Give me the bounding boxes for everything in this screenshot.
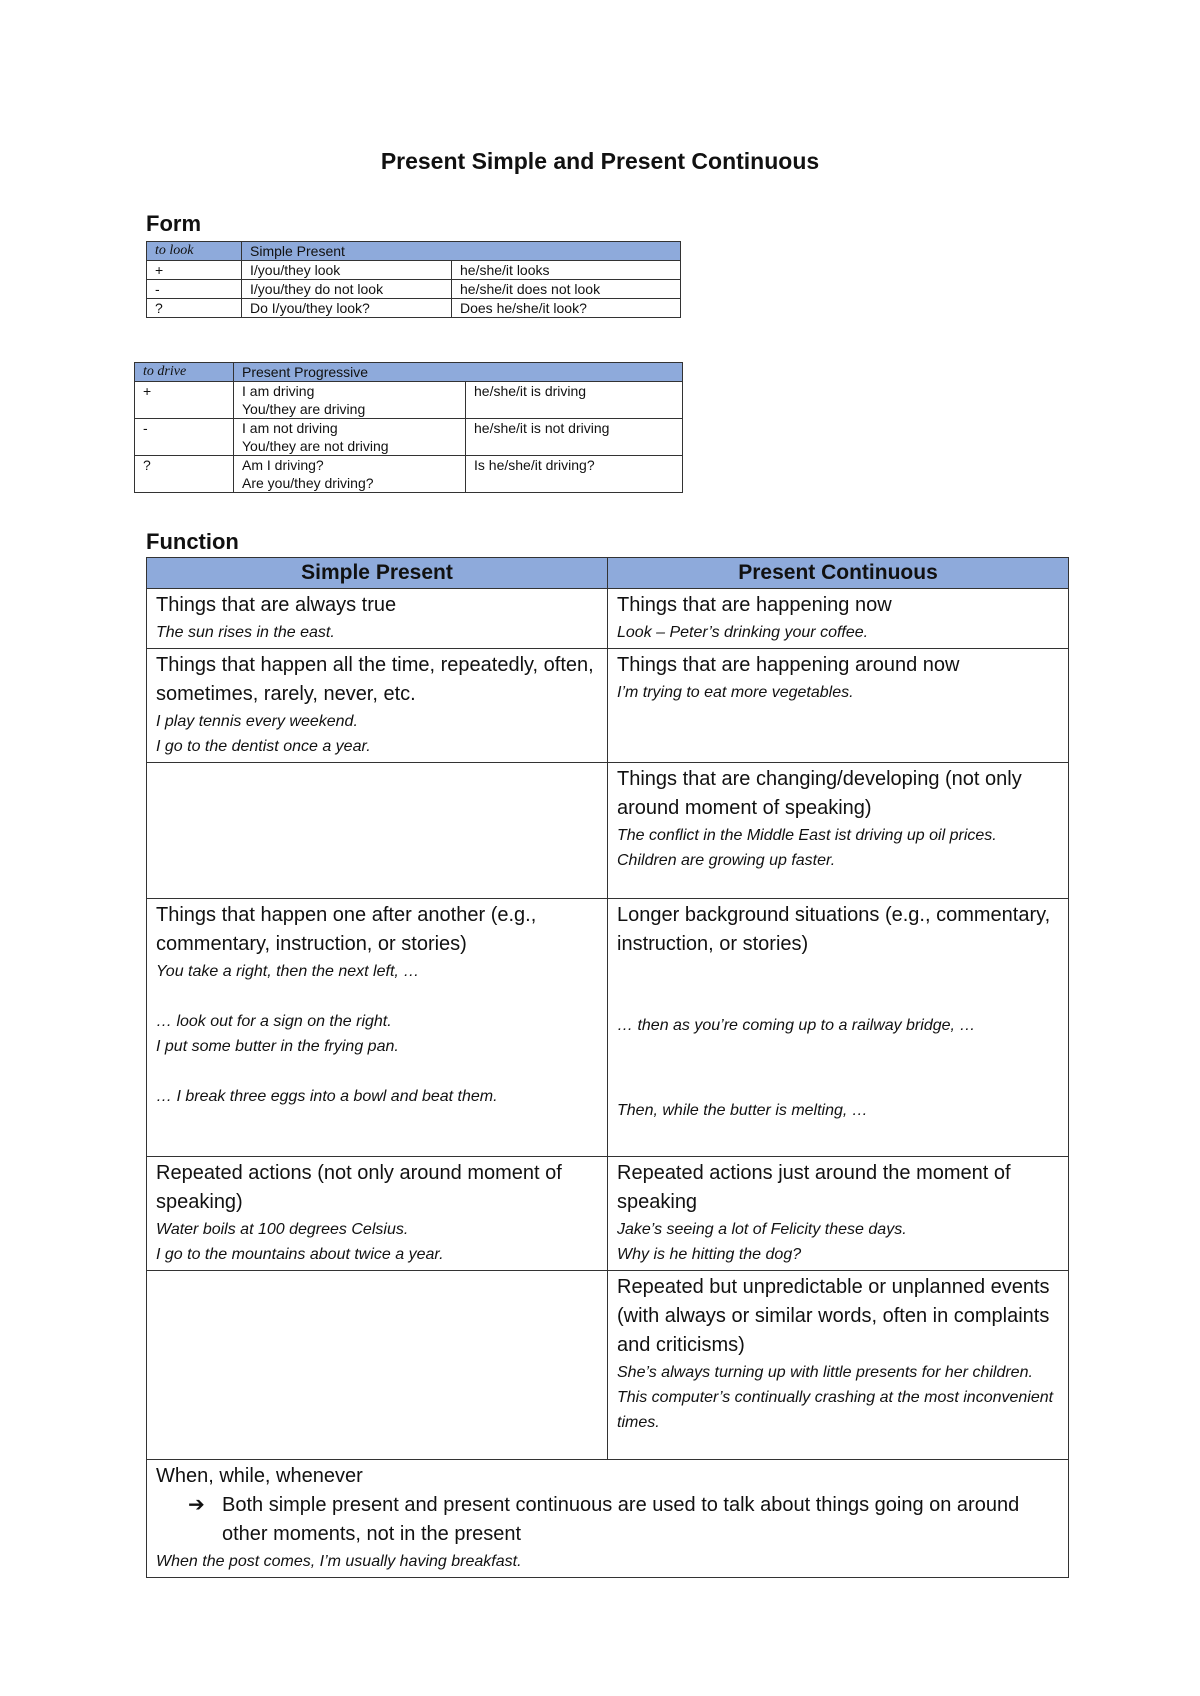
spacer	[617, 959, 1059, 1013]
form-table-header-row	[135, 363, 683, 382]
simple-present-cell	[147, 899, 608, 1157]
present-continuous-cell	[608, 763, 1069, 899]
example-sentence: I put some butter in the frying pan.	[156, 1038, 399, 1055]
table-row	[147, 899, 1069, 1157]
bullet-point	[156, 1491, 1059, 1549]
example-sentence: I go to the dentist once a year.	[156, 738, 371, 755]
form-table-present-progressive	[134, 362, 683, 493]
form-cell	[234, 456, 466, 493]
sign-cell: -	[147, 280, 242, 299]
example-sentence: She’s always turning up with little presents for her children.	[617, 1364, 1033, 1381]
form-line: I am not driving	[242, 420, 338, 436]
example-sentence: I’m trying to eat more vegetables.	[617, 684, 854, 701]
function-heading: Things that are happening around now	[617, 654, 960, 676]
empty-cell	[147, 1271, 608, 1460]
form-table-simple-present	[146, 241, 681, 318]
example-sentence: … then as you’re coming up to a railway bridge, …	[617, 1017, 976, 1034]
example-sentence: Jake’s seeing a lot of Felicity these days.	[617, 1221, 907, 1238]
section-heading-form: Form	[146, 211, 201, 236]
spacer	[156, 1059, 598, 1084]
verb-term: to look	[147, 242, 242, 261]
sign-cell: -	[135, 419, 234, 456]
form-line: Are you/they driving?	[242, 475, 374, 491]
sign-cell: +	[147, 261, 242, 280]
table-row	[135, 419, 683, 456]
form-line: Am I driving?	[242, 457, 324, 473]
table-row	[147, 1157, 1069, 1271]
shared-function-cell	[147, 1460, 1069, 1578]
table-row	[147, 299, 681, 318]
column-header-simple-present: Simple Present	[147, 558, 608, 589]
present-continuous-cell	[608, 589, 1069, 649]
present-continuous-cell	[608, 1271, 1069, 1460]
form-cell: Is he/she/it driving?	[466, 456, 683, 493]
form-cell: Does he/she/it look?	[452, 299, 681, 318]
table-row	[147, 1271, 1069, 1460]
table-row	[135, 382, 683, 419]
example-sentence: The conflict in the Middle East ist driving up oil prices.	[617, 827, 997, 844]
function-heading: Repeated actions just around the moment of speaking	[617, 1162, 1011, 1213]
simple-present-cell	[147, 1157, 608, 1271]
example-sentence: The sun rises in the east.	[156, 624, 335, 641]
table-row	[147, 589, 1069, 649]
table-row	[147, 649, 1069, 763]
sign-cell: +	[135, 382, 234, 419]
example-sentence: Then, while the butter is melting, …	[617, 1102, 868, 1119]
function-heading: Things that happen all the time, repeatedly, often, sometimes, rarely, never, etc.	[156, 654, 594, 705]
example-sentence: … I break three eggs into a bowl and beat them.	[156, 1088, 498, 1105]
function-heading: Things that happen one after another (e.g., commentary, instruction, or stories)	[156, 904, 537, 955]
spacer	[156, 984, 598, 1009]
spacer	[617, 1038, 1059, 1098]
form-cell: he/she/it is not driving	[466, 419, 683, 456]
example-sentence: Water boils at 100 degrees Celsius.	[156, 1221, 409, 1238]
form-cell: Do I/you/they look?	[242, 299, 452, 318]
function-heading: Repeated actions (not only around moment of speaking)	[156, 1162, 562, 1213]
function-heading: Things that are changing/developing (not only around moment of speaking)	[617, 768, 1022, 819]
tense-header: Present Progressive	[234, 363, 683, 382]
present-continuous-cell	[608, 899, 1069, 1157]
form-line: You/they are driving	[242, 401, 366, 417]
function-table	[146, 557, 1069, 1578]
function-heading: Longer background situations (e.g., commentary, instruction, or stories)	[617, 904, 1051, 955]
form-cell: he/she/it does not look	[452, 280, 681, 299]
section-heading-function: Function	[146, 529, 239, 554]
form-line: You/they are not driving	[242, 438, 389, 454]
empty-cell	[147, 763, 608, 899]
function-table-header-row	[147, 558, 1069, 589]
present-continuous-cell	[608, 1157, 1069, 1271]
form-line: I am driving	[242, 383, 315, 399]
example-sentence: I play tennis every weekend.	[156, 713, 358, 730]
tense-header: Simple Present	[242, 242, 681, 261]
example-sentence: Children are growing up faster.	[617, 852, 836, 869]
form-cell: I/you/they do not look	[242, 280, 452, 299]
page-title: Present Simple and Present Continuous	[380, 148, 820, 174]
form-cell: he/she/it is driving	[466, 382, 683, 419]
example-sentence: When the post comes, I’m usually having breakfast.	[156, 1553, 522, 1570]
simple-present-cell	[147, 589, 608, 649]
function-heading: Things that are happening now	[617, 594, 892, 616]
simple-present-cell	[147, 649, 608, 763]
function-heading: Repeated but unpredictable or unplanned events (with always or similar words, often in complaints and criticisms)	[617, 1276, 1050, 1356]
example-sentence: … look out for a sign on the right.	[156, 1013, 392, 1030]
sign-cell: ?	[147, 299, 242, 318]
example-sentence: You take a right, then the next left, …	[156, 963, 420, 980]
present-continuous-cell	[608, 649, 1069, 763]
form-cell: I/you/they look	[242, 261, 452, 280]
form-cell	[234, 419, 466, 456]
sign-cell: ?	[135, 456, 234, 493]
table-row	[147, 261, 681, 280]
column-header-present-continuous: Present Continuous	[608, 558, 1069, 589]
table-row	[135, 456, 683, 493]
function-heading: When, while, whenever	[156, 1465, 363, 1487]
table-row	[147, 1460, 1069, 1578]
verb-term: to drive	[135, 363, 234, 382]
example-sentence: I go to the mountains about twice a year.	[156, 1246, 444, 1263]
table-row	[147, 280, 681, 299]
form-cell: he/she/it looks	[452, 261, 681, 280]
example-sentence: This computer’s continually crashing at the most inconvenient times.	[617, 1389, 1054, 1431]
form-table-header-row	[147, 242, 681, 261]
arrow-icon: ➔	[188, 1494, 205, 1516]
bullet-text: Both simple present and present continuous are used to talk about things going on around other moments, not in the present	[222, 1494, 1020, 1545]
example-sentence: Look – Peter’s drinking your coffee.	[617, 624, 869, 641]
example-sentence: Why is he hitting the dog?	[617, 1246, 802, 1263]
form-cell	[234, 382, 466, 419]
function-heading: Things that are always true	[156, 594, 397, 616]
table-row	[147, 763, 1069, 899]
